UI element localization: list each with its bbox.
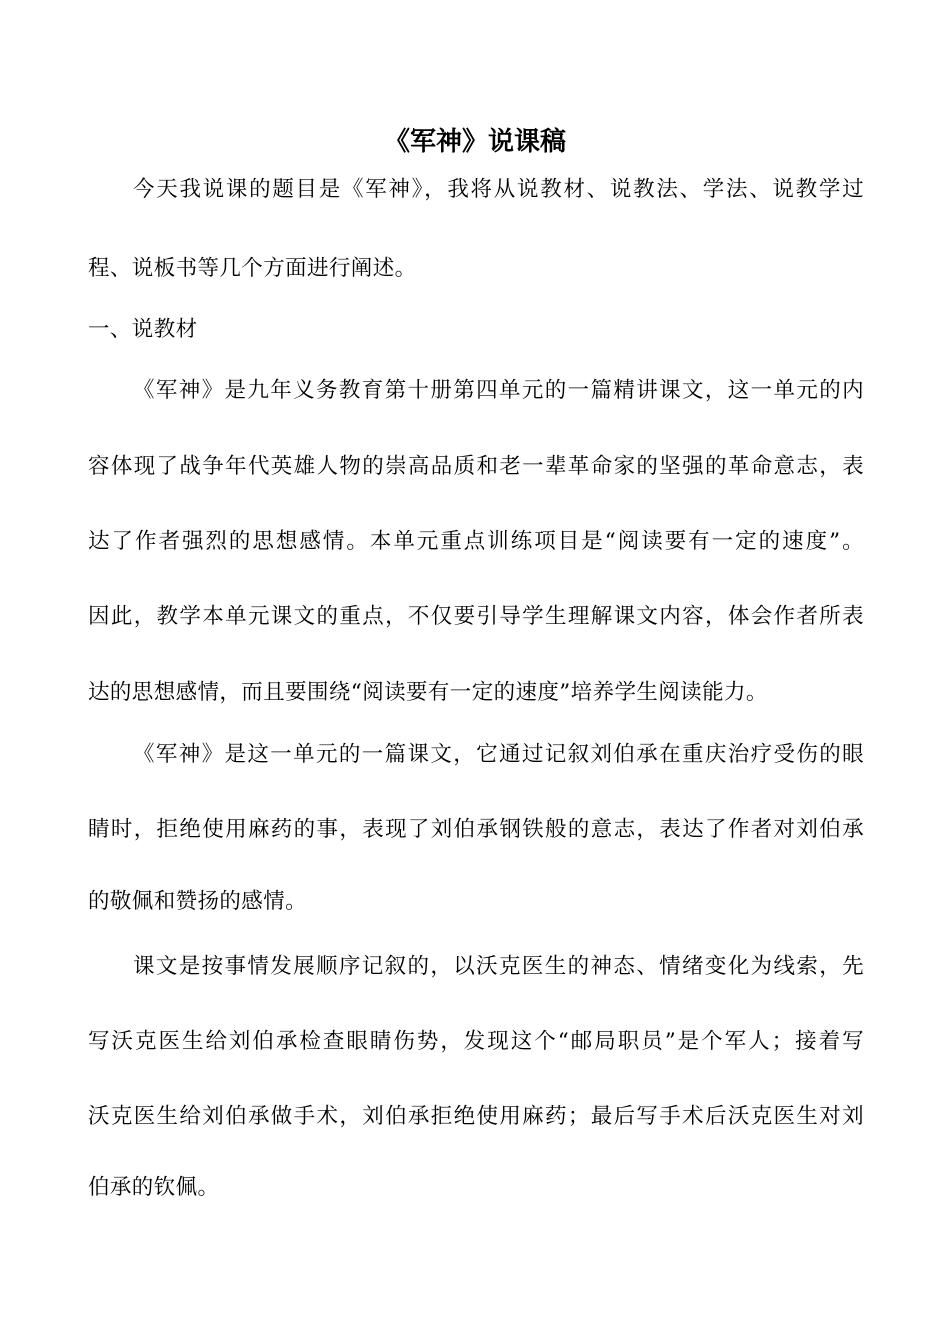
paragraph-structure-line-4: 伯承的钦佩。: [88, 1175, 220, 1200]
paragraph-structure-line-2: 写沃克医生给刘伯承检查眼睛伤势，发现这个“邮局职员”是个军人；接着写: [88, 1029, 864, 1054]
paragraph-textbook-line-1: 《军神》是九年义务教育第十册第四单元的一篇精讲课文，这一单元的内: [133, 378, 864, 403]
paragraph-lesson-line-2: 睛时，拒绝使用麻药的事，表现了刘伯承钢铁般的意志，表达了作者对刘伯承: [88, 817, 864, 842]
paragraph-textbook-line-4: 因此，教学本单元课文的重点，不仅要引导学生理解课文内容，体会作者所表: [88, 604, 864, 629]
paragraph-structure-line-3: 沃克医生给刘伯承做手术，刘伯承拒绝使用麻药；最后写手术后沃克医生对刘: [88, 1104, 864, 1129]
paragraph-structure-line-1: 课文是按事情发展顺序记叙的，以沃克医生的神态、情绪变化为线索，先: [133, 954, 864, 979]
paragraph-intro-line-2: 程、说板书等几个方面进行阐述。: [88, 256, 417, 281]
paragraph-lesson-line-3: 的敬佩和赞扬的感情。: [88, 889, 308, 914]
paragraph-lesson-line-1: 《军神》是这一单元的一篇课文，它通过记叙刘伯承在重庆治疗受伤的眼: [133, 742, 864, 767]
paragraph-intro-line-1: 今天我说课的题目是《军神》，我将从说教材、说教法、学法、说教学过: [133, 177, 864, 202]
paragraph-textbook-line-2: 容体现了战争年代英雄人物的崇高品质和老一辈革命家的坚强的革命意志，表: [88, 454, 864, 479]
paragraph-textbook-line-5: 达的思想感情，而且要围绕“阅读要有一定的速度”培养学生阅读能力。: [88, 680, 768, 705]
document-title: 《军神》说课稿: [383, 127, 566, 157]
paragraph-textbook-line-3: 达了作者强烈的思想感情。本单元重点训练项目是“阅读要有一定的速度”。: [88, 529, 864, 554]
section-heading-textbook: 一、说教材: [88, 317, 198, 342]
